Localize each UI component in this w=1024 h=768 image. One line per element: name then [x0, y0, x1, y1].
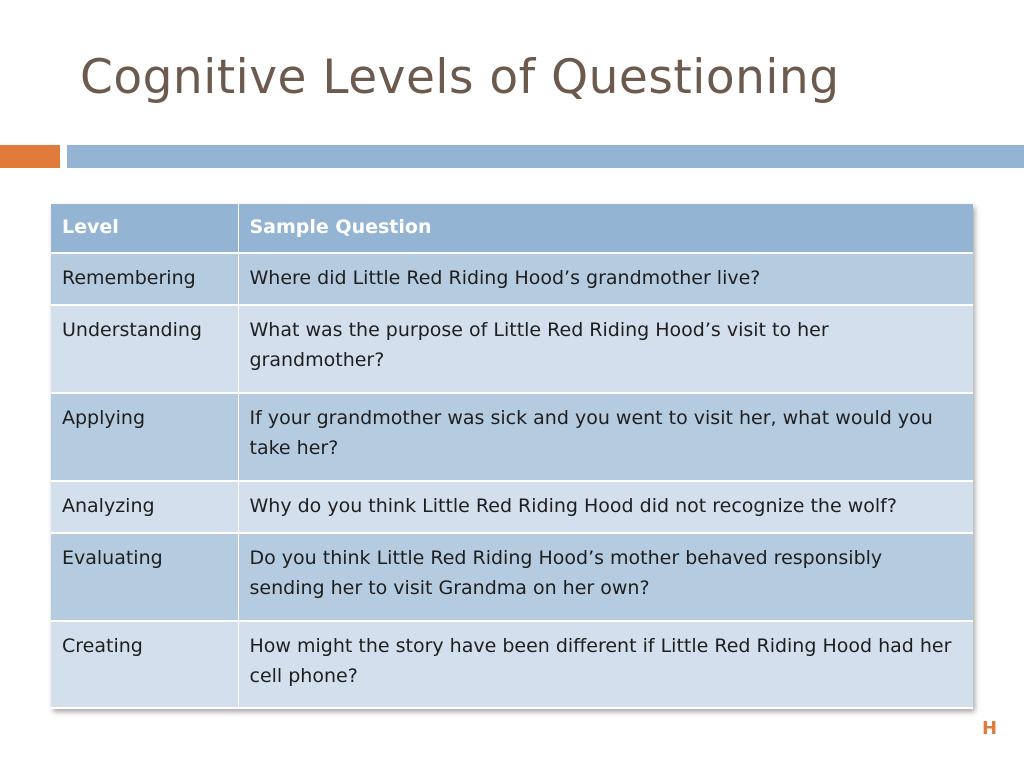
header-level: Level: [51, 204, 238, 253]
question-cell: If your grandmother was sick and you went to visit her, what would you take her?: [238, 393, 973, 481]
question-cell: How might the story have been different if Little Red Riding Hood had her cell phone?: [238, 621, 973, 708]
table-row: [51, 253, 973, 305]
questioning-table-container: [51, 204, 973, 709]
questioning-table: [51, 204, 973, 709]
slide-title: Cognitive Levels of Questioning: [80, 50, 840, 105]
table-row: [51, 393, 973, 481]
level-cell: Remembering: [51, 253, 238, 305]
accent-bar-orange: [0, 145, 60, 168]
level-cell: Creating: [51, 621, 238, 708]
level-cell: Understanding: [51, 305, 238, 393]
table-row: [51, 481, 973, 533]
header-sample-question: Sample Question: [238, 204, 973, 253]
level-cell: Applying: [51, 393, 238, 481]
level-cell: Analyzing: [51, 481, 238, 533]
question-cell: Why do you think Little Red Riding Hood did not recognize the wolf?: [238, 481, 973, 533]
table-row: [51, 305, 973, 393]
accent-bar-blue: [67, 145, 1024, 168]
table-header-row: [51, 204, 973, 253]
table-row: [51, 621, 973, 708]
footer-mark: H: [982, 718, 998, 739]
level-cell: Evaluating: [51, 533, 238, 621]
question-cell: Do you think Little Red Riding Hood’s mother behaved responsibly sending her to visit Grandma on her own?: [238, 533, 973, 621]
table-row: [51, 533, 973, 621]
question-cell: What was the purpose of Little Red Riding Hood’s visit to her grandmother?: [238, 305, 973, 393]
question-cell: Where did Little Red Riding Hood’s grandmother live?: [238, 253, 973, 305]
